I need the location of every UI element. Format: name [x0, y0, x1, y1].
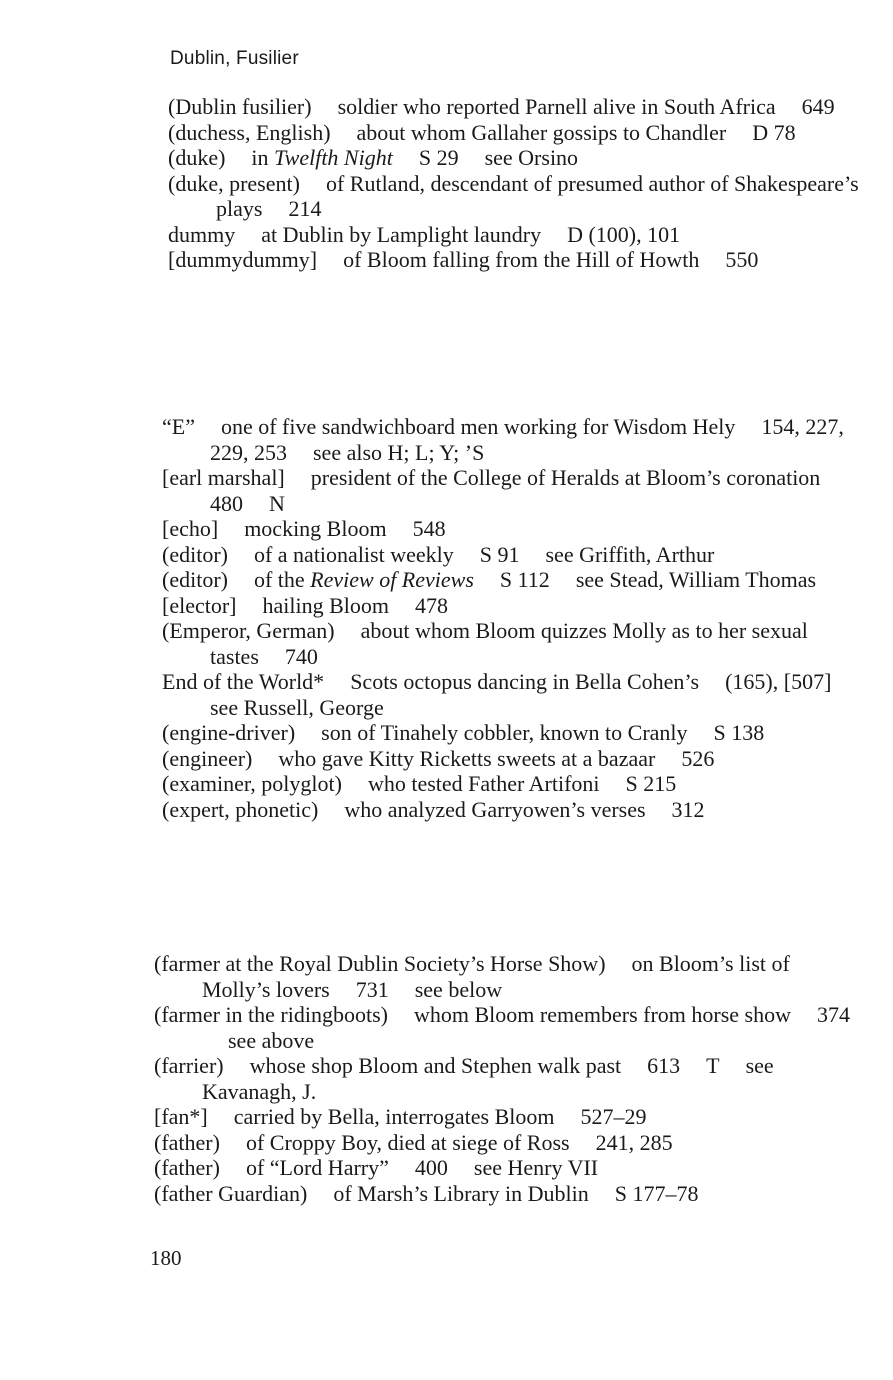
entry-text: 613 — [647, 1053, 681, 1078]
entry-headword: dummy — [168, 221, 236, 247]
index-entry — [168, 94, 868, 120]
index-entry — [168, 145, 868, 171]
entry-text: about whom Gallaher gossips to Chandler — [356, 119, 727, 145]
entry-text: carried by Bella, interrogates Bloom — [233, 1104, 555, 1129]
index-section-e — [162, 414, 862, 822]
index-entry — [162, 797, 862, 823]
entry-headword: (duke) — [168, 145, 226, 170]
entry-text: 649 — [801, 94, 835, 119]
entry-text: S 177–78 — [614, 1180, 699, 1206]
entry-text: T — [706, 1053, 720, 1078]
entry-headword: (engine-driver) — [162, 720, 296, 745]
entry-text: of Rutland, descendant of presumed author of Shakespeare’s plays — [216, 170, 859, 221]
entry-text: who tested Father Artifoni — [367, 771, 600, 796]
entry-text: 374 — [817, 1002, 850, 1027]
entry-headword: (editor) — [162, 541, 228, 567]
index-entry — [168, 120, 868, 146]
entry-text: see above — [228, 1027, 315, 1053]
entry-text: 550 — [725, 247, 759, 272]
entry-text: D 78 — [752, 119, 796, 145]
entry-text: 478 — [415, 592, 448, 618]
index-entry — [162, 746, 862, 772]
entry-headword: (duke, present) — [168, 170, 300, 196]
entry-text: on Bloom’s list of Molly’s lovers — [202, 951, 790, 1002]
entry-text: one of five sandwichboard men working for Wisdom Hely — [220, 414, 736, 439]
entry-headword: [elector] — [162, 592, 237, 618]
entry-headword: (farrier) — [154, 1053, 224, 1078]
entry-text: see Russell, George — [210, 694, 384, 720]
entry-text: of Croppy Boy, died at siege of Ross — [245, 1129, 570, 1155]
entry-text: S 112 — [499, 567, 550, 592]
entry-text: of Marsh’s Library in Dublin — [333, 1180, 589, 1206]
entry-text: S 138 — [713, 720, 765, 745]
entry-text: of Bloom falling from the Hill of Howth — [343, 247, 700, 272]
entry-headword: (Dublin fusilier) — [168, 94, 312, 119]
entry-headword: [earl marshal] — [162, 465, 285, 490]
entry-text: whom Bloom remembers from horse show — [414, 1002, 791, 1027]
index-section-d — [168, 94, 868, 273]
entry-text: 214 — [288, 196, 322, 221]
entry-text: in — [251, 145, 275, 170]
entry-text: 548 — [412, 516, 446, 541]
entry-text: 731 — [355, 976, 389, 1002]
entry-text: president of the College of Heralds at Bloom’s coronation — [310, 465, 821, 490]
entry-headword: (farmer in the ridingboots) — [154, 1002, 388, 1027]
index-entry — [154, 1053, 854, 1104]
entry-text: 241, 285 — [595, 1129, 673, 1155]
index-entry — [162, 771, 862, 797]
entry-text: at Dublin by Lamplight laundry — [261, 221, 542, 247]
entry-text: 154, 227, 229, 253 — [210, 414, 844, 465]
entry-text: Review of Reviews — [310, 567, 474, 592]
entry-text: see Stead, William Thomas — [575, 567, 817, 592]
entry-text: soldier who reported Parnell alive in South Africa — [337, 94, 776, 119]
entry-text: see Henry VII — [473, 1155, 599, 1180]
entry-text: see Kavanagh, J. — [202, 1053, 774, 1104]
entry-text: hailing Bloom — [262, 592, 389, 618]
entry-text: of a nationalist weekly — [253, 541, 454, 567]
index-entry — [162, 516, 862, 542]
index-entry — [168, 171, 868, 222]
entry-headword: (editor) — [162, 567, 228, 592]
entry-text: S 215 — [625, 771, 677, 796]
index-entry — [154, 951, 854, 1002]
entry-text: see Orsino — [484, 145, 579, 170]
entry-text: 400 — [414, 1155, 448, 1180]
index-entry — [154, 1104, 854, 1130]
entry-headword: (examiner, polyglot) — [162, 771, 342, 796]
entry-text: 527–29 — [580, 1104, 647, 1129]
index-entry — [168, 222, 868, 248]
entry-text: 526 — [681, 745, 715, 771]
entry-text: mocking Bloom — [244, 516, 387, 541]
index-entry — [162, 720, 862, 746]
entry-headword: “E” — [162, 414, 195, 439]
index-entry — [162, 414, 862, 465]
entry-text: Scots octopus dancing in Bella Cohen’s — [350, 669, 700, 694]
entry-text: S 91 — [479, 541, 520, 567]
entry-text: who gave Kitty Ricketts sweets at a bazaar — [278, 745, 656, 771]
entry-headword: [echo] — [162, 516, 219, 541]
entry-text: 480 — [210, 490, 243, 516]
entry-text: of “Lord Harry” — [245, 1155, 389, 1180]
index-entry — [162, 542, 862, 568]
entry-text: see also H; L; Y; ’S — [313, 439, 485, 465]
entry-text: N — [269, 490, 285, 516]
index-entry — [162, 465, 862, 516]
index-entry — [162, 618, 862, 669]
entry-text: who analyzed Garryowen’s verses — [344, 796, 646, 822]
entry-text: D (100), 101 — [567, 221, 681, 247]
entry-text: (165), [507] — [725, 669, 832, 694]
entry-headword: (expert, phonetic) — [162, 796, 319, 822]
index-section-f — [154, 951, 854, 1206]
index-entry — [154, 1002, 854, 1053]
entry-text: S 29 — [418, 145, 459, 170]
index-entry — [162, 669, 862, 720]
entry-text: 740 — [284, 643, 318, 669]
entry-headword: (father) — [154, 1129, 220, 1155]
entry-headword: (duchess, English) — [168, 119, 331, 145]
index-entry — [162, 593, 862, 619]
index-entry — [154, 1181, 854, 1207]
entry-text: see below — [414, 976, 503, 1002]
entry-text: of the — [253, 567, 311, 592]
entry-headword: (father) — [154, 1155, 220, 1180]
page-number: 180 — [150, 1246, 182, 1270]
index-entry — [162, 567, 862, 593]
entry-text: see Griffith, Arthur — [545, 541, 715, 567]
index-entry — [154, 1130, 854, 1156]
entry-text: son of Tinahely cobbler, known to Cranly — [321, 720, 688, 745]
entry-headword: [dummydummy] — [168, 247, 318, 272]
index-entry — [154, 1155, 854, 1181]
running-head: Dublin, Fusilier — [170, 48, 299, 69]
entry-headword: (farmer at the Royal Dublin Society’s Horse Show) — [154, 951, 606, 976]
entry-text: Twelfth Night — [274, 145, 393, 170]
entry-headword: (Emperor, German) — [162, 618, 335, 643]
entry-headword: (father Guardian) — [154, 1180, 308, 1206]
index-entry — [168, 247, 868, 273]
entry-headword: End of the World* — [162, 669, 325, 694]
entry-text: 312 — [671, 796, 705, 822]
entry-headword: [fan*] — [154, 1104, 208, 1129]
entry-text: about whom Bloom quizzes Molly as to her sexual tastes — [210, 618, 808, 669]
entry-headword: (engineer) — [162, 745, 253, 771]
entry-text: whose shop Bloom and Stephen walk past — [249, 1053, 622, 1078]
